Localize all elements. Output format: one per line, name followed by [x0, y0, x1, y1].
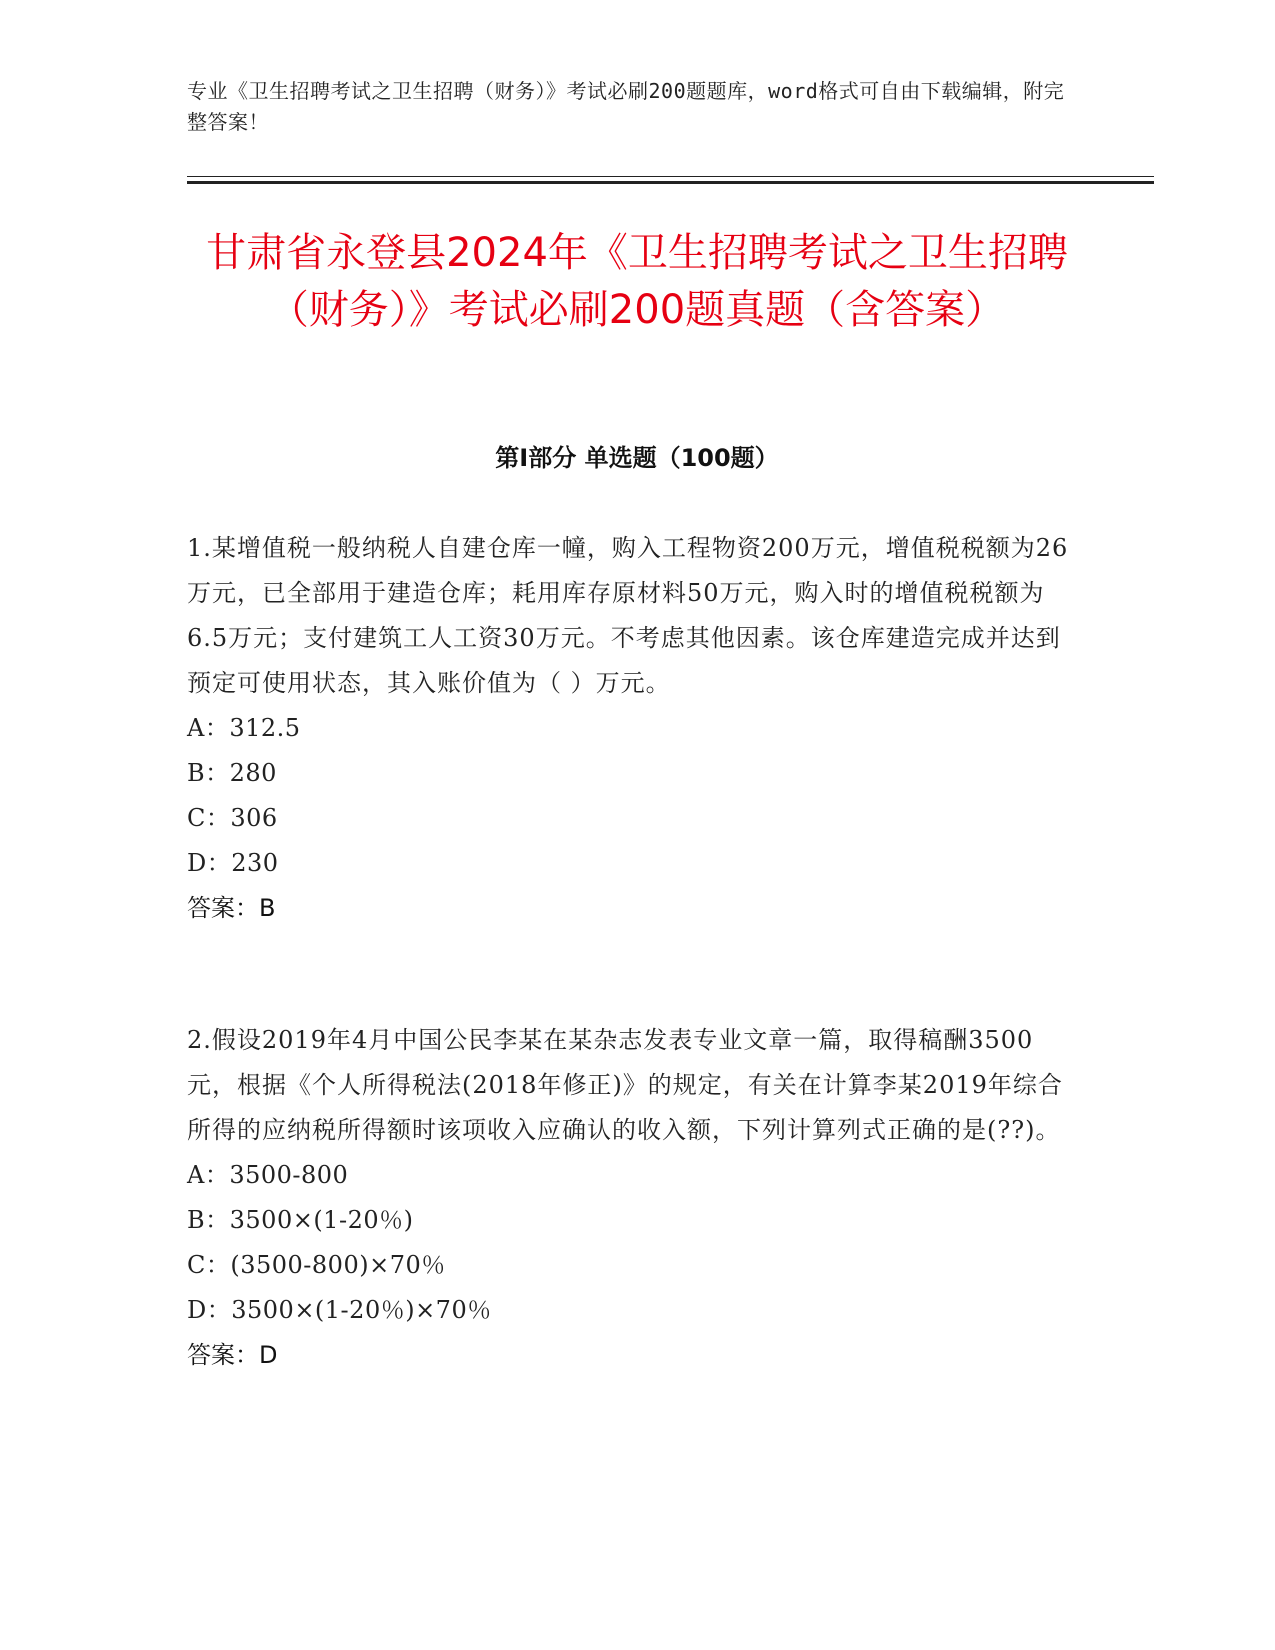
answer-line: 答案：D [187, 1341, 278, 1369]
question-stem: 2.假设2019年4月中国公民李某在某杂志发表专业文章一篇，取得稿酬3500元，根据《个人所得税法(2018年修正)》的规定，有关在计算李某2019年综合所得的应纳税所得额时该项收入应确认的收入额，下列计算列式正确的是(??)。 [187, 1026, 1063, 1144]
answer-line: 答案：B [187, 894, 276, 922]
option-c: C：(3500-800)×70％ [187, 1251, 446, 1279]
question-1 [187, 526, 1082, 931]
header-divider-thick [187, 181, 1154, 184]
option-b: B：280 [187, 759, 277, 787]
section-heading: 第I部分 单选题（100题） [495, 444, 779, 472]
option-b: B：3500×(1-20％) [187, 1206, 414, 1234]
document-title: 甘肃省永登县2024年《卫生招聘考试之卫生招聘（财务）》考试必刷200题真题（含答案） [206, 230, 1068, 333]
option-a: A：312.5 [187, 714, 301, 742]
header-divider-thin [187, 176, 1154, 177]
question-2 [187, 1018, 1082, 1378]
option-c: C：306 [187, 804, 278, 832]
question-stem: 1.某增值税一般纳税人自建仓库一幢，购入工程物资200万元，增值税税额为26万元，已全部用于建造仓库；耗用库存原材料50万元，购入时的增值税税额为6.5万元；支付建筑工人工资30万元。不考虑其他因素。该仓库建造完成并达到预定可使用状态，其入账价值为（ ）万元。 [187, 534, 1069, 697]
header-note: 专业《卫生招聘考试之卫生招聘（财务）》考试必刷200题题库，word格式可自由下载编辑，附完整答案！ [187, 79, 1065, 134]
option-d: D：230 [187, 849, 279, 877]
option-d: D：3500×(1-20％)×70％ [187, 1296, 492, 1324]
option-a: A：3500-800 [187, 1161, 349, 1189]
